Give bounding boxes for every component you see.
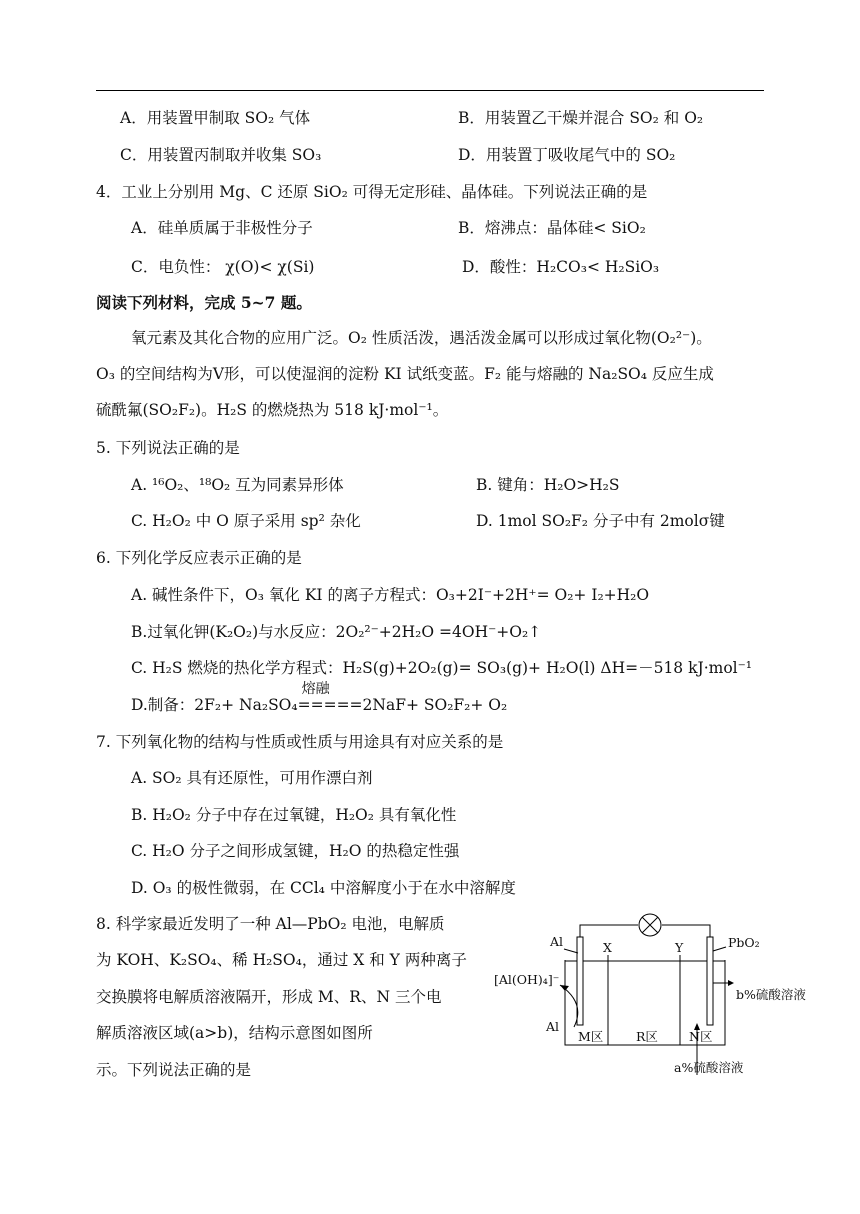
q3-option-c: C．用装置丙制取并收集 SO₃ (120, 146, 322, 164)
q4-option-d: D．酸性：H₂CO₃< H₂SiO₃ (462, 258, 660, 276)
q8-line-4: 解质溶液区域(a>b)，结构示意图如图所 (96, 1024, 373, 1042)
pbo2-label-leader (713, 947, 726, 951)
q7-option-a: A. SO₂ 具有还原性，可用作漂白剂 (131, 769, 373, 787)
q3-option-b: B．用装置乙干燥并混合 SO₂ 和 O₂ (458, 109, 704, 127)
q8-line-1: 8. 科学家最近发明了一种 Al—PbO₂ 电池，电解质 (96, 915, 445, 933)
q7-option-b: B. H₂O₂ 分子中存在过氧键，H₂O₂ 具有氧化性 (131, 806, 457, 824)
pbo2-electrode (707, 937, 713, 1025)
al-arrow-head (560, 985, 569, 991)
q4-option-a: A．硅单质属于非极性分子 (131, 219, 313, 237)
q5-option-a: A. ¹⁶O₂、¹⁸O₂ 互为同素异形体 (131, 476, 344, 494)
al-oh-label: [Al(OH)₄]⁻ (494, 972, 560, 987)
q4-stem: 4．工业上分别用 Mg、C 还原 SiO₂ 可得无定形硅、晶体硅。下列说法正确的是 (96, 183, 648, 201)
q6-reaction-condition: 熔融 (301, 681, 330, 697)
pbo2-label: PbO₂ (728, 935, 760, 950)
q8-line-3: 交换膜将电解质溶液隔开，形成 M、R、N 三个电 (96, 988, 442, 1006)
q6-option-c: C. H₂S 燃烧的热化学方程式：H₂S(g)+2O₂(g)= SO₃(g)+ H₂O(l) ΔH=－518 kJ·mol⁻¹ (131, 659, 753, 677)
q4-option-b: B．熔沸点：晶体硅< SiO₂ (458, 219, 646, 237)
membrane-y-label: Y (675, 940, 684, 955)
q4-option-c: C．电负性： χ(O)< χ(Si) (131, 258, 315, 276)
q6-option-d-reactants: D.制备：2F₂+ Na₂SO₄ (131, 696, 298, 714)
q5-option-c: C. H₂O₂ 中 O 原子采用 sp² 杂化 (131, 512, 361, 530)
q7-option-d: D. O₃ 的极性微弱，在 CCl₄ 中溶解度小于在水中溶解度 (131, 879, 516, 897)
q7-option-c: C. H₂O 分子之间形成氢键，H₂O 的热稳定性强 (131, 842, 460, 860)
q6-stem: 6. 下列化学反应表示正确的是 (96, 549, 302, 567)
m-zone-label: M区 (578, 1029, 604, 1044)
q3-option-d: D．用装置丁吸收尾气中的 SO₂ (458, 146, 676, 164)
q8-line-5: 示。下列说法正确的是 (96, 1061, 252, 1079)
q6-option-a: A. 碱性条件下，O₃ 氧化 KI 的离子方程式：O₃+2I⁻+2H⁺= O₂+ I₂+H₂O (131, 586, 650, 604)
q5-stem: 5. 下列说法正确的是 (96, 439, 240, 457)
reading-heading: 阅读下列材料，完成 5~7 题。 (96, 293, 312, 312)
q5-option-d: D. 1mol SO₂F₂ 分子中有 2molσ键 (476, 512, 725, 530)
membrane-x-label: X (603, 940, 612, 955)
q5-option-b: B. 键角：H₂O>H₂S (476, 476, 620, 494)
q6-option-d-products: 2NaF+ SO₂F₂+ O₂ (362, 696, 508, 714)
al-top-label: Al (550, 934, 564, 949)
outlet-arrow-head (728, 980, 734, 986)
q8-line-2: 为 KOH、K₂SO₄、稀 H₂SO₄，通过 X 和 Y 两种离子 (96, 951, 467, 969)
q6-option-d (131, 681, 508, 716)
q6-arrow-symbol: ===== (297, 696, 363, 714)
q6-reaction-arrow (297, 681, 363, 716)
al-label-leader (564, 949, 578, 953)
r-zone-label: R区 (636, 1029, 658, 1044)
reading-paragraph-line-1: 氧元素及其化合物的应用广泛。O₂ 性质活泼，遇活泼金属可以形成过氧化物(O₂²⁻)。 (131, 329, 712, 347)
bulb-cross (642, 917, 658, 933)
a-acid-label: a%硫酸溶液 (674, 1060, 744, 1075)
header-rule (96, 90, 764, 91)
q3-option-a: A．用装置甲制取 SO₂ 气体 (120, 109, 311, 127)
al-oh-curved-arrow (560, 985, 578, 1027)
q6-option-b: B.过氧化钾(K₂O₂)与水反应：2O₂²⁻+2H₂O =4OH⁻+O₂↑ (131, 623, 542, 641)
battery-diagram (490, 905, 820, 1085)
b-acid-label: b%硫酸溶液 (736, 987, 806, 1002)
al-bottom-label: Al (546, 1019, 560, 1034)
reading-paragraph-line-3: 硫酰氟(SO₂F₂)。H₂S 的燃烧热为 518 kJ·mol⁻¹。 (96, 401, 449, 419)
n-zone-label: N区 (689, 1029, 713, 1044)
q7-stem: 7. 下列氧化物的结构与性质或性质与用途具有对应关系的是 (96, 733, 504, 751)
reading-paragraph-line-2: O₃ 的空间结构为Ⅴ形，可以使湿润的淀粉 KI 试纸变蓝。F₂ 能与熔融的 Na₂SO₄ 反应生成 (96, 365, 714, 383)
